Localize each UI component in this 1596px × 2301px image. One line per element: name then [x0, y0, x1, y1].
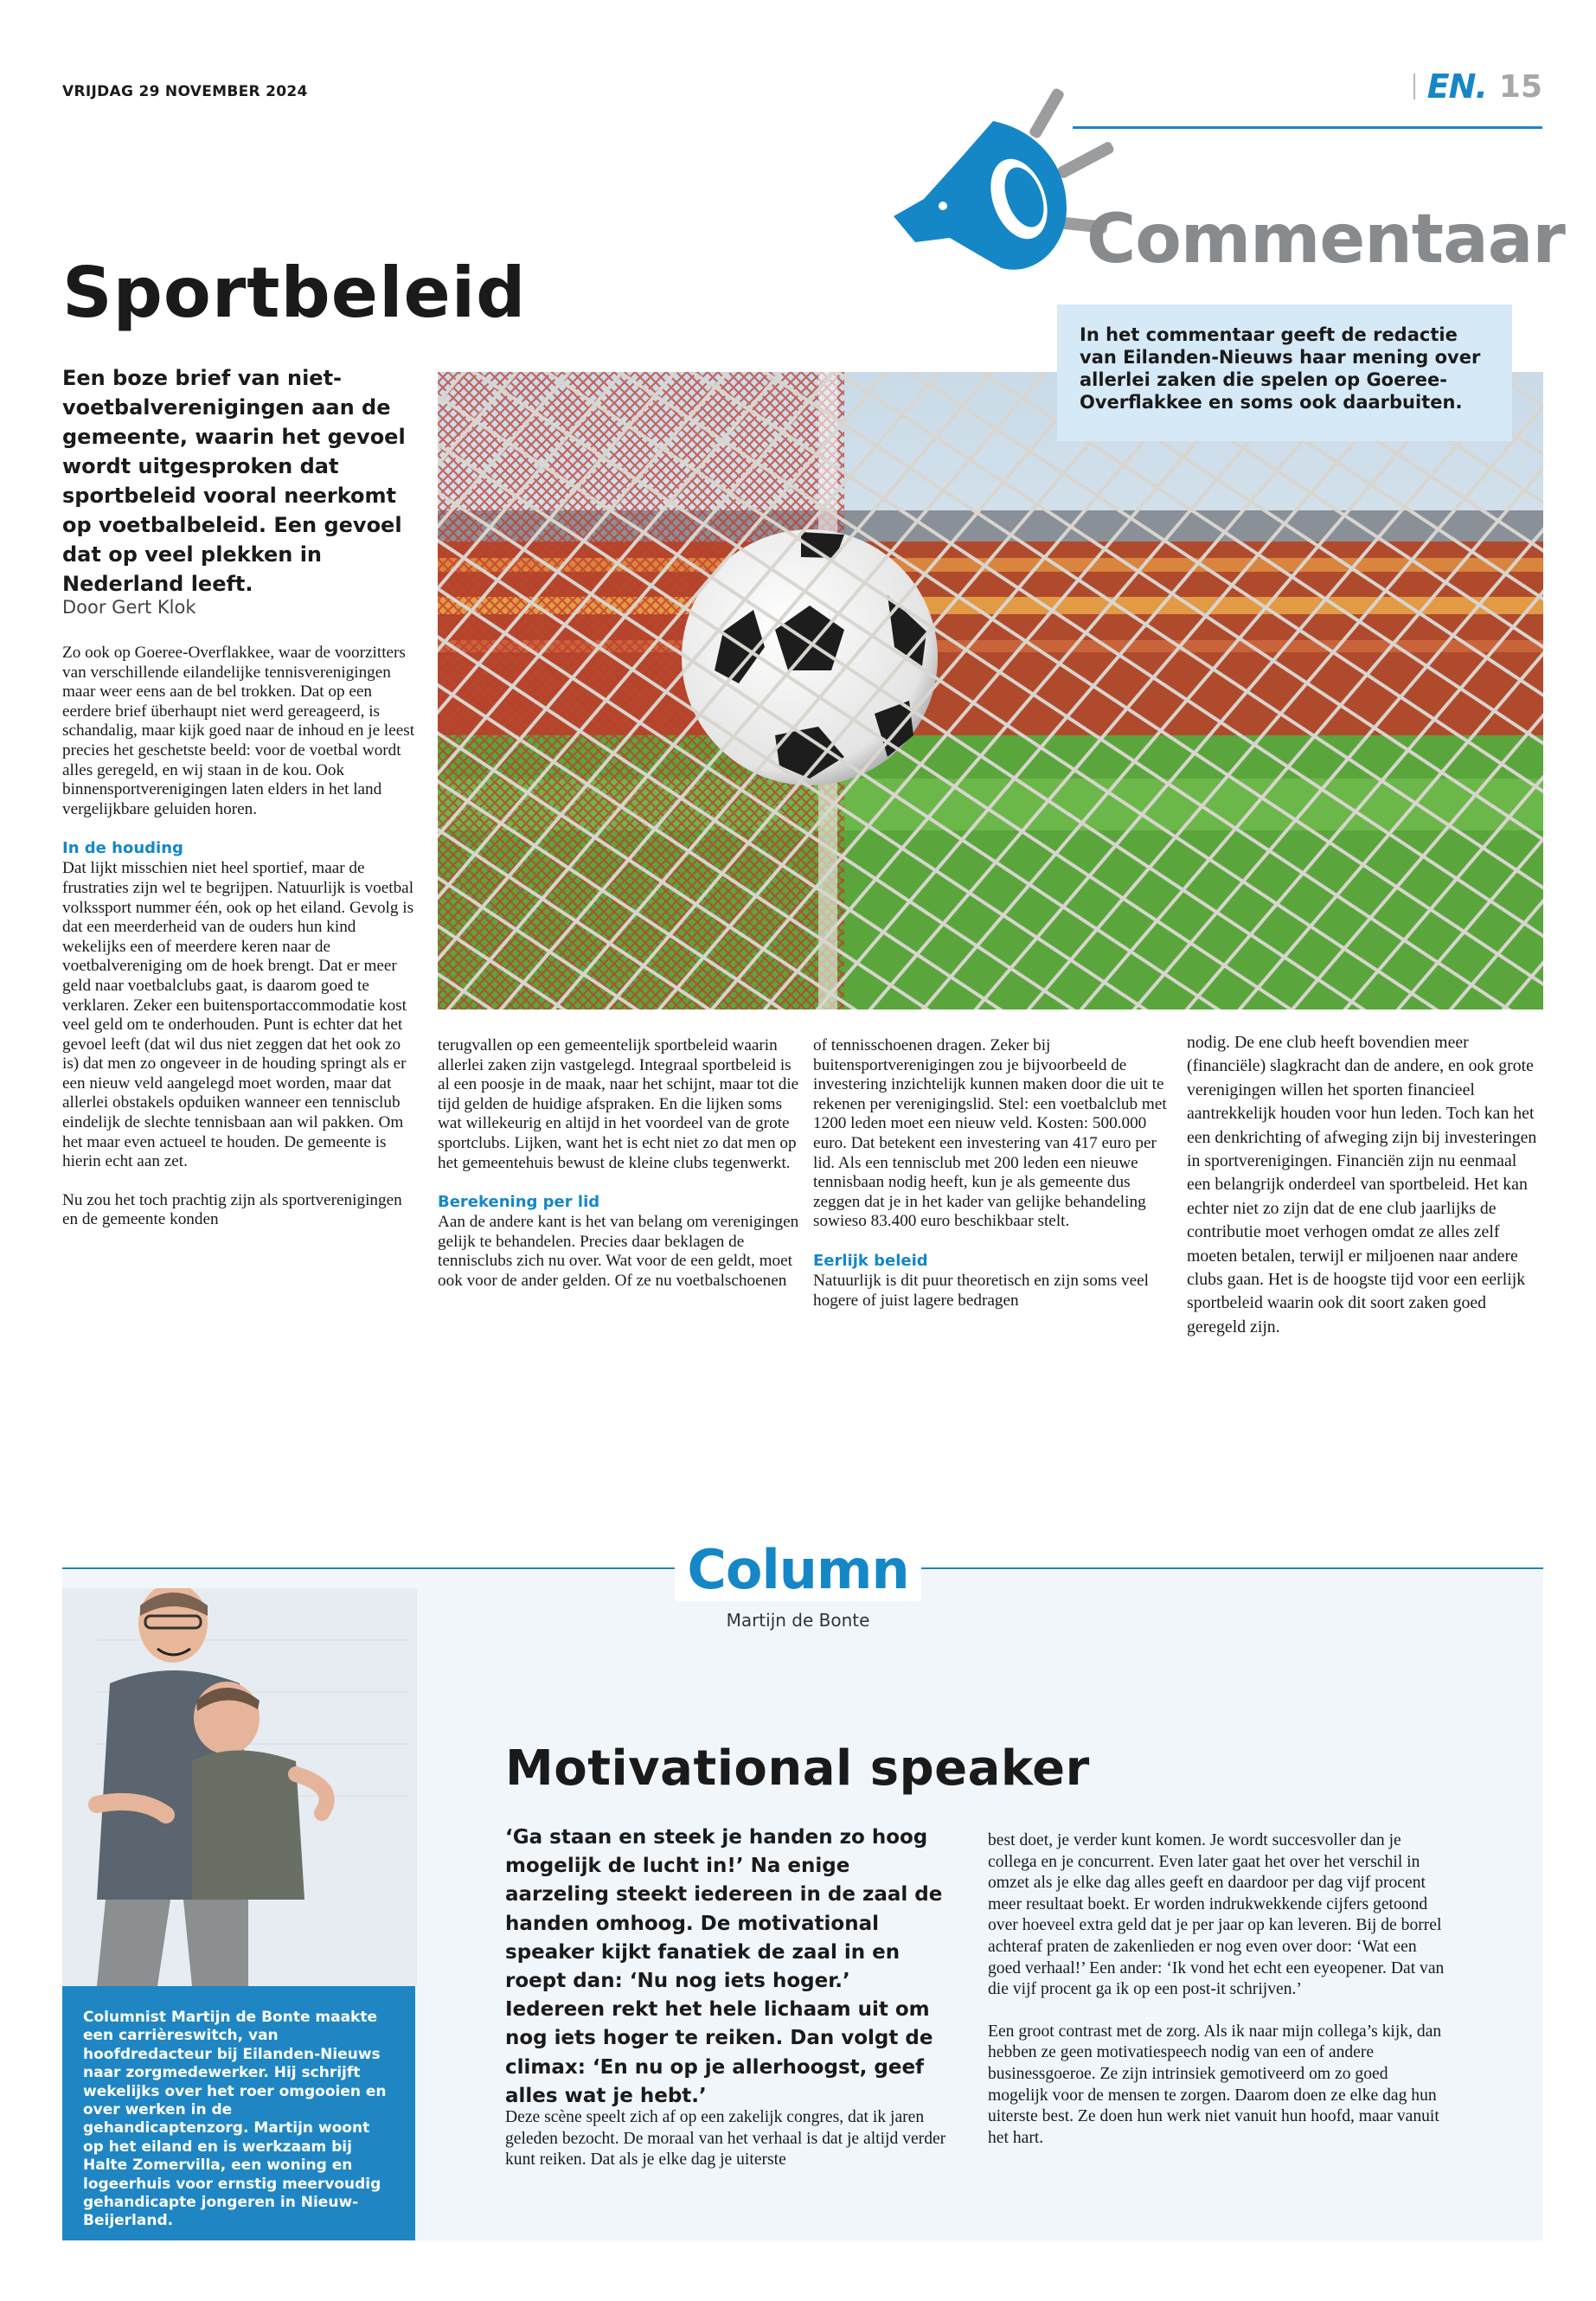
subheading: Berekening per lid — [438, 1193, 600, 1212]
section-rule — [1073, 126, 1542, 129]
article-byline: Door Gert Klok — [62, 597, 196, 618]
page-number: 15 — [1498, 68, 1542, 105]
column-intro: ‘Ga staan en steek je handen zo hoog mogelijk de lucht in!’ Na enige aarzeling steekt iedereen in de zaal de handen omhoog. De motivational speaker kijkt fanatiek de zaal in en roept dan: ‘Nu nog iets hoger.’ Iedereen rekt het hele lichaam uit om nog iets hoger te reiken. Dan volgt de climax: ‘En nu op je allerhoogst, geef alles wat je hebt.’ — [505, 1826, 943, 2107]
article-column-2 — [438, 1036, 799, 1292]
paragraph: Zo ook op Goeree-Overflakkee, waar de voorzitters van verschillende eilandelijke tennisverenigingen maar weer eens aan de bel trokken. Dat op een eerdere brief überhaupt niet werd gereageerd, is schandalig, maar kijk goed naar de inhoud en je leest precies het geschetste beeld: voor de voetbal wordt alles geregeld, en wij staan in de kou. Ook binnensportverenigingen laten elders in het land vergelijkbare geluiden horen. — [62, 644, 415, 818]
masthead-divider — [1413, 74, 1415, 99]
columnist-bio: Columnist Martijn de Bonte maakte een carrièreswitch, van hoofdredacteur bij Eilanden-Nieuws naar zorgmedewerker. Hij schrijft wekelijks over het roer omgooien en over werken in de gehandicaptenzorg. Martijn woont op het eiland en is werkzaam bij Halte Zomervilla, een woning en logeerhuis voor ernstig meervoudig gehandicapte jongeren in Nieuw-Beijerland. — [62, 1986, 415, 2240]
section-title: Commentaar — [1086, 201, 1565, 279]
paragraph: of tennisschoenen dragen. Zeker bij buitensportverenigingen zou je bijvoorbeeld de investering inzichtelijk kunnen maken door die uit te rekenen per verenigingslid. Stel: een voetbalclub met 1200 leden moet een nieuw veld. Kosten: 500.000 euro. Dat betekent een investering van 417 euro per lid. Als een tennisclub met 200 leden een nieuwe tennisbaan nodig heeft, kun je als gemeente dus zeggen dat je in het kader van gelijke behandeling sowieso 83.400 euro beschikbaar stelt. — [813, 1036, 1167, 1231]
paragraph: best doet, je verder kunt komen. Je wordt succesvoller dan je collega en je concurrent. Even later gaat het over het verschil in omzet als je elke dag alles geeft en daardoor per dag vijf procent meer resultaat boekt. Er worden indrukwekkende cijfers getoond over hoeveel extra geld dat je per jaar op kan leveren. Bij de borrel achteraf praten de zakenlieden er nog even over door: ‘Wat een goed verhaal!’ Een ander: ‘Ik vond het echt een eyeopener. Dat van die vijf procent ga ik op een post-it schrijven.’ — [988, 1831, 1445, 1999]
column-text-1: Deze scène speelt zich af op een zakelijk congres, dat ik jaren geleden bezocht. De moraal van het verhaal is dat je altijd verder kunt reiken. Dat als je elke dag je uiterste — [505, 2108, 946, 2170]
newspaper-logo: EN. — [1426, 67, 1487, 106]
article-column-4 — [1187, 1031, 1543, 1339]
paragraph: Een groot contrast met de zorg. Als ik naar mijn collega’s kijk, dan hebben ze geen motivatiespeech nodig van een of andere businessgoeroe. Ze zijn intrinsiek gemotiveerd om zo goed mogelijk voor de mensen te zorgen. Daarom doen ze elke dag hun uiterste best. Ze doen hun werk niet vanuit hun hoofd, maar vanuit het hart. — [988, 2022, 1442, 2147]
masthead — [1413, 67, 1542, 106]
paragraph: nodig. De ene club heeft bovendien meer (financiële) slagkracht dan de andere, en ook grote verenigingen willen het sporten financieel aantrekkelijk houden voor hun leden. Toch kan het een denkrichting of afweging zijn bij investeringen in sportverenigingen. Financiën zijn nu eenmaal een belangrijk onderdeel van sportbeleid. Het kan echter niet zo zijn dat de ene club jaarlijks de contributie moet verhogen omdat ze alles zelf moeten betalen, terwijl er miljoenen naar andere clubs gaan. Het is de hoogste tijd voor een eerlijk sportbeleid waarin ook dit soort zaken goed geregeld zijn. — [1187, 1033, 1537, 1336]
column-title: Motivational speaker — [505, 1740, 1090, 1797]
article-intro: Een boze brief van niet-voetbalverenigingen aan de gemeente, waarin het gevoel wordt uitgesproken dat sportbeleid vooral neerkomt op voetbalbeleid. Een gevoel dat op veel plekken in Nederland leeft. — [62, 366, 406, 596]
paragraph: Dat lijkt misschien niet heel sportief, maar de frustraties zijn wel te begrijpen. Natuurlijk is voetbal volkssport nummer één, ook op het eiland. Gevolg is dat een meerderheid van de ouders hun kind wekelijks een of meerdere keren naar de voetbalvereniging om de hoek brengt. Dat er meer geld naar voetbalclubs gaat, is daarom goed te verklaren. Zeker een buitensportaccommodatie kost veel geld om te onderhouden. Punt is echter dat het gevoel leeft (dat wil dus niet zeggen dat het ook zo is) dat men zo ongeveer in de houding springt als er een nieuw veld aangelegd moet worden, maar dat allerlei obstakels opduiken wanneer een tennisclub eindelijk de slechte tennisbaan aan wil pakken. Om het maar even actueel te houden. De gemeente is hierin echt aan zet. — [62, 859, 414, 1171]
subheading: Eerlijk beleid — [813, 1251, 928, 1270]
article-headline: Sportbeleid — [62, 253, 527, 333]
issue-date: VRIJDAG 29 NOVEMBER 2024 — [62, 83, 308, 100]
column-text-2 — [988, 1830, 1446, 2149]
paragraph: Nu zou het toch prachtig zijn als sportverenigingen en de gemeente konden — [62, 1190, 402, 1229]
commentary-info-box: In het commentaar geeft de redactie van Eilanden-Nieuws haar mening over allerlei zaken die spelen op Goeree-Overflakkee en soms ook daarbuiten. — [1057, 304, 1512, 441]
subheading: In de houding — [62, 839, 183, 858]
columnist-photo — [62, 1588, 417, 1986]
article-column-3 — [813, 1036, 1175, 1311]
column-author: Martijn de Bonte — [726, 1610, 870, 1631]
article-column-1 — [62, 644, 419, 1230]
paragraph: Aan de andere kant is het van belang om verenigingen gelijk te behandelen. Precies daar beklagen de tennisclubs zich nu over. Wat voor de een geldt, moet ook voor de ander gelden. Of ze nu voetbalschoenen — [438, 1213, 799, 1290]
paragraph: terugvallen op een gemeentelijk sportbeleid waarin allerlei zaken zijn vastgelegd. Integraal sportbeleid is al een poosje in de maak, naar het schijnt, maar tot die tijd gelden de huidige afspraken. En die lijken soms wat willekeurig en altijd in het voordeel van de grote sportclubs. Lijken, want het is echt niet zo dat men op het gemeentehuis bewust de kleine clubs tegenwerkt. — [438, 1036, 799, 1172]
column-label: Column — [675, 1538, 920, 1601]
paragraph: Natuurlijk is dit puur theoretisch en zijn soms veel hogere of juist lagere bedragen — [813, 1271, 1149, 1310]
football-net-photo — [438, 372, 1543, 1009]
